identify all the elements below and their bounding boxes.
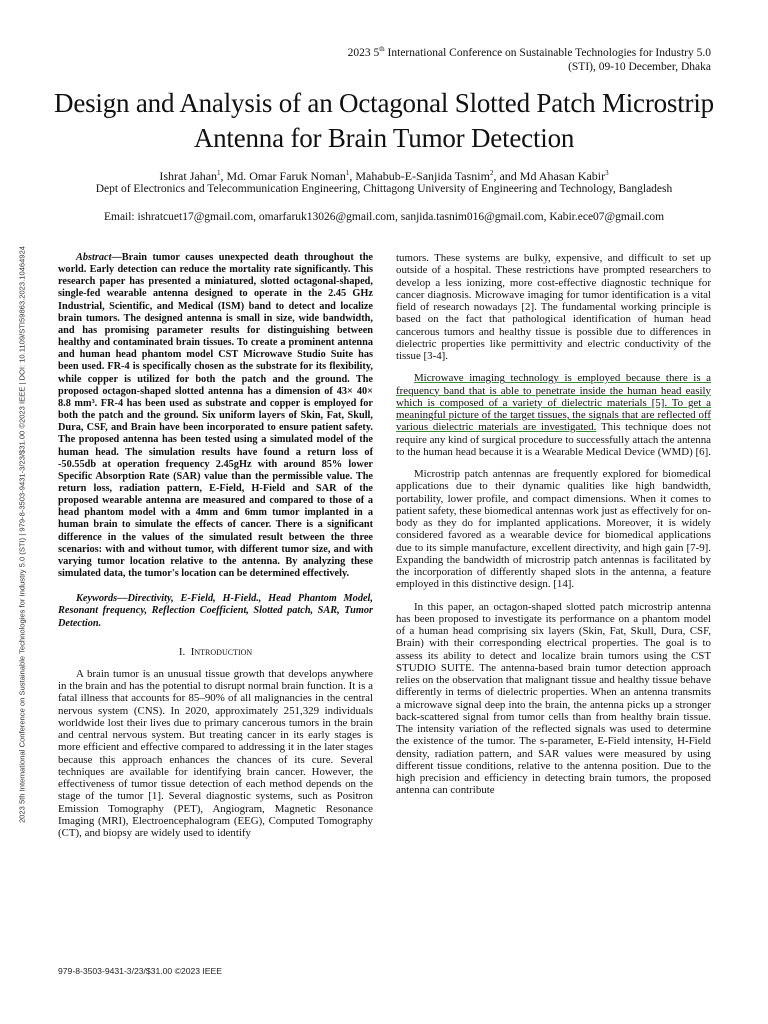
copyright-footer: 979-8-3503-9431-3/23/$31.00 ©2023 IEEE	[58, 966, 223, 976]
email-line: Email: ishratcuet17@gmail.com, omarfaruk13026@gmail.com, sanjida.tasnim016@gmail.com, Kabir.ece07@gmail.com	[103, 211, 665, 223]
paragraph: In this paper, an octagon-shaped slotted patch microstrip antenna has been proposed to investigate its performance on a phantom model of a human head comprising six layers (Skin, Fat, Skull, Dura, CSF, Brain) with their corresponding electrical properties. The goal is to assess its ability to detect and localize brain tumors using the CST STUDIO SUITE. The antenna-based brain tumor detection approach relies on the observation that malignant tissue and healthy tissue behave differently in terms of dielectric properties. When an antenna transmits a microwave signal deep into the brain, the antenna picks up a stronger back-scattered signal from tumor cells than from healthy brain tissue. The intensity variation of the reflected signals was used to determine the existence of the tumor. The s-parameter, E-Field intensity, H-Field density, radiation pattern, and SAR values were measured by using different tissue conditions, relative to the antenna position. Due to the high precision and efficiency in detecting brain tumors, the proposed antenna can contribute	[396, 600, 711, 797]
keywords-label: Keywords	[76, 593, 118, 605]
abstract-label: Abstract	[76, 252, 112, 263]
affiliation: Dept of Electronics and Telecommunication Engineering, Chittagong University of Engineering and Technology, Bangladesh	[95, 183, 673, 195]
paragraph: tumors. These systems are bulky, expensive, and difficult to set up outside of a hospital. These restrictions have prompted researchers to develop a less ionizing, more cost-effective diagnostic technique for cancer diagnosis. Microwave imaging for tumor identification is a vital field of research nowadays [2]. The fundamental working principle is based on the fact that pathological identification of human head cancerous tumors and healthy tissue is possible due to differences in dielectric properties like permittivity and electric conductivity of the tissue [3-4].	[396, 252, 711, 362]
author-list: Ishrat Jahan$^1$, Md. Omar Faruk Noman$^1$, Mahabub-E-Sanjida Tasnim$^2$, and Md Ahasan Kabir$^3$	[159, 169, 609, 183]
left-column	[58, 252, 373, 849]
paragraph-highlighted: Microwave imaging technology is employed because there is a frequency band that is able to penetrate inside the human head easily which is composed of a variety of dielectric materials [5]. To get a meaningful picture of the target tissues, the signals that are reflected off various dielectric materials are investigated. This technique does not require any kind of surgical procedure to successfully attach the antenna to the human head because it is a Wearable Medical Device (WMD) [6].	[396, 372, 711, 458]
section-heading: I. Introduction	[178, 645, 253, 658]
keywords: Keywords—Directivity, E-Field, H-Field., Head Phantom Model, Resonant frequency, Reflection Coefficient, Slotted patch, SAR, Tumor Detection.	[58, 593, 373, 629]
highlighted-text: Microwave imaging technology is employed because there is a frequency band that is able to penetrate inside the human head easily which is composed of a variety of dielectric materials [5]. To get a meaningful picture of the target tissues, the signals that are reflected off various dielectric materials are investigated.	[396, 372, 711, 434]
abstract: Abstract—Brain tumor causes unexpected death throughout the world. Early detection can reduce the mortality rate significantly. This research paper has presented a miniatured, slotted octagonal-shaped, single-fed wearable antenna designed to operate in the 2.45 GHz Industrial, Scientific, and Medical (ISM) band to detect and localize brain tumors. The designed antenna is small in size, wide bandwidth, and has promising parameter results for distinguishing between healthy and contaminated brain tissues. To create a prominent antenna and human head phantom model CST Microwave Studio Suite has been used. FR-4 is specifically chosen as the substrate for its flexibility, while copper is utilized for both the patch and the ground. The proposed octagon-shaped slotted antenna has a dimension of 43× 40× 8.8 mm³. FR-4 has been used as substrate and copper is employed for both the patch and the ground. Six uniform layers of Skin, Fat, Skull, Dura, CSF, and Brain have been incorporated to ensure patient safety. The proposed antenna has been tested using a simulated model of the human head. The simulation results have found a return loss of -50.55db at operation frequency 2.45gHz with around 85% lower Specific Absorption Rate (SAR) value than the permissible value. The return loss, radiation pattern, E-Field, H-Field and SAR of the proposed wearable antenna are measured and compared to those of a head phantom model with a 4mm and 6mm tumor implanted in a human brain to simulate the effects of cancer. There is a significant difference in the values of the simulated result between the three scenarios: with and without tumor, with different tumor size, and with varying tumor location relative to the antenna. By analyzing these simulated data, the tumor's location can be determined effectively.	[58, 252, 373, 580]
right-column	[396, 252, 711, 807]
author: Ishrat Jahan	[159, 169, 218, 183]
paragraph: Microstrip patch antennas are frequently explored for biomedical applications due to their dynamic qualities like high bandwidth, portability, lower profile, and compact dimensions. When it comes to patient safety, these biomedical antennas work just as effectively for on-body as they do for implanted applications. Moreover, it is widely considered favored as a wearable device for biomedical applications due to its simple manufacture, excellent directivity, and high gain [7-9]. Expanding the bandwidth of microstrip patch antennas is facilitated by the incorporation of differently shaped slots in the antenna, a feature employed in this distinctive design. [14].	[396, 468, 711, 591]
author: Mahabub-E-Sanjida Tasnim	[355, 169, 490, 183]
author: Md. Omar Faruk Noman	[226, 169, 346, 183]
author: Md Ahasan Kabir	[519, 169, 606, 183]
conference-header: 2023 5th International Conference on Sustainable Technologies for Industry 5.0 (STI), 09-10 December, Dhaka	[347, 45, 711, 73]
paper-title: Design and Analysis of an Octagonal Slotted Patch Microstrip Antenna for Brain Tumor Detection	[54, 88, 714, 153]
intro-paragraph: A brain tumor is an unusual tissue growth that develops anywhere in the brain and has the potential to disrupt normal brain function. It is a fatal illness that accounts for 85–90% of all malignancies in the central nervous system (CNS). In 2020, approximately 251,329 individuals worldwide lost their lives due to primary cancerous tumors in the brain and central nervous system. But treating cancer in its early stages is more efficient and effective compared to addressing it in the later stages because this approach enhances the chances of its cure. Several techniques are available for identifying brain cancer. However, the effectiveness of tumor tissue detection of each method depends on the stage of the tumor [1]. Several diagnostic systems, such as Positron Emission Tomography (PET), Angiogram, Magnetic Resonance Imaging (MRI), Electroencephalogram (EEG), Computed Tomography (CT), and biopsy are widely used to identify	[58, 667, 373, 840]
